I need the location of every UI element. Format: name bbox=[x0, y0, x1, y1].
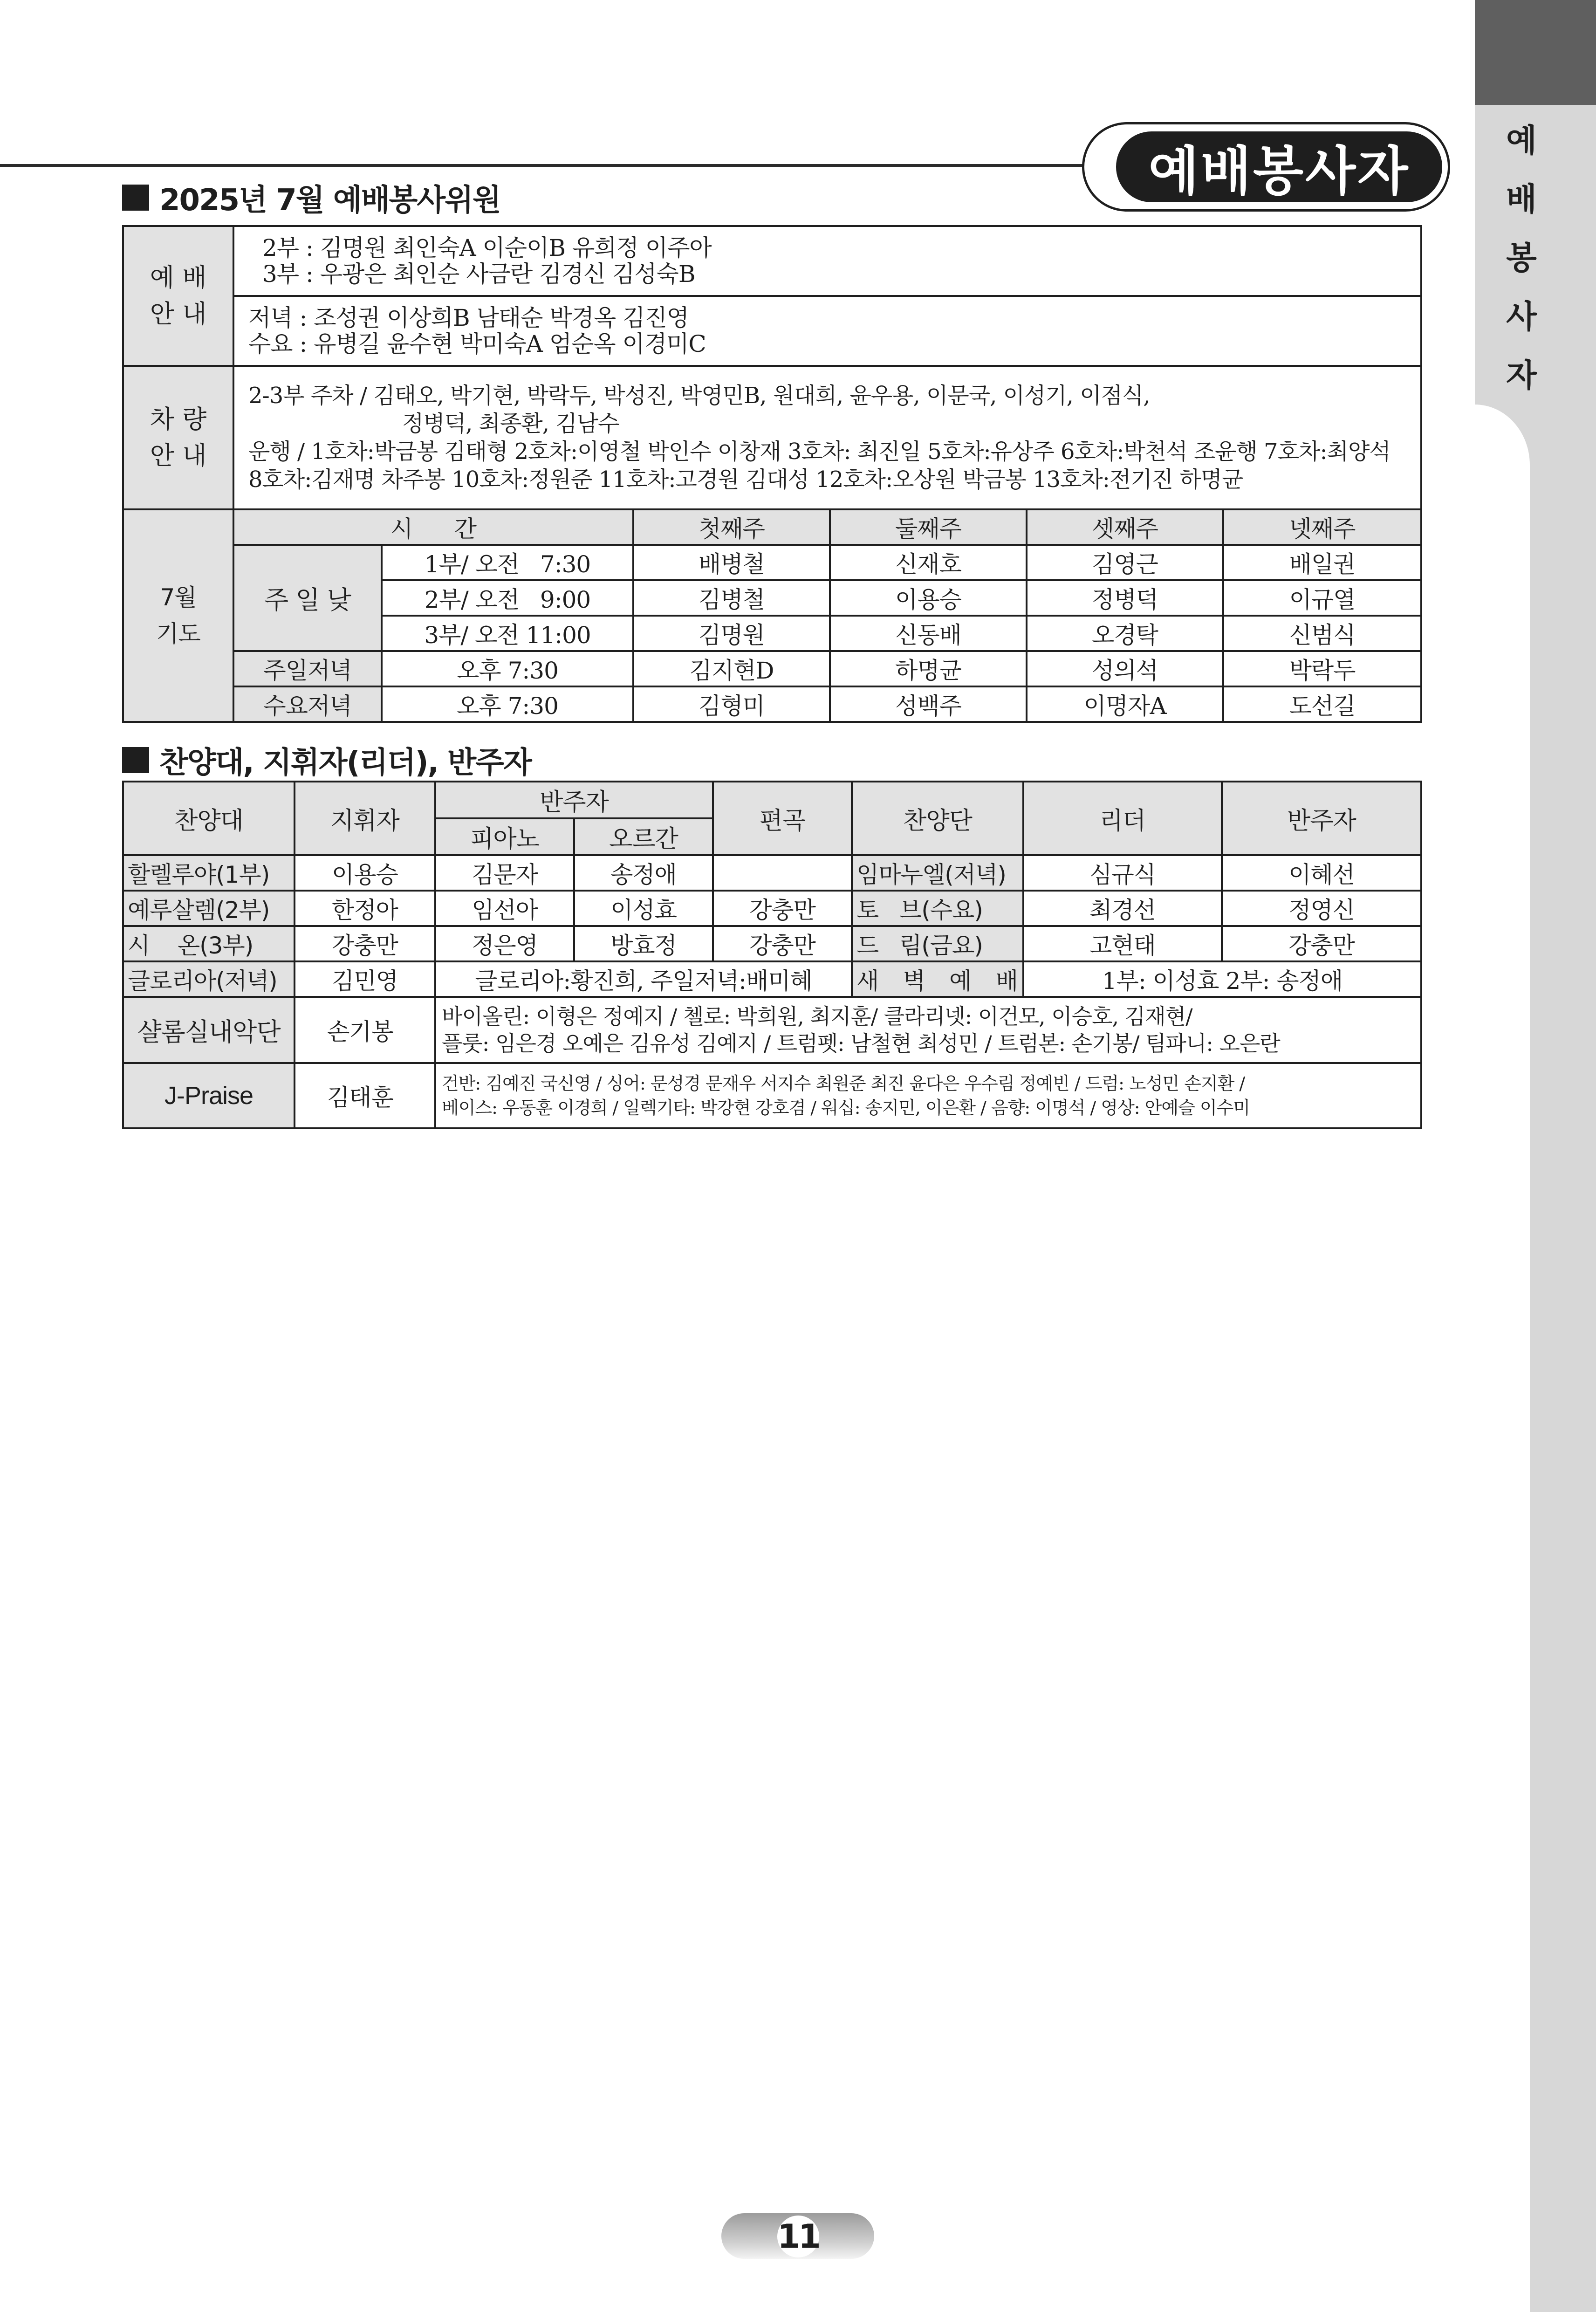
header-accompanist: 반주자 bbox=[435, 782, 713, 818]
prayer-cell: 김형미 bbox=[633, 686, 830, 722]
prayer-row bbox=[123, 545, 1421, 580]
worship-guide-evening: 저녁 : 조성권 이상희B 남태순 박경옥 김진영 수요 : 유병길 윤수현 박미숙A 엄순옥 이경미C bbox=[233, 296, 1421, 366]
organ: 방효정 bbox=[574, 926, 713, 961]
header-accompanist2: 반주자 bbox=[1222, 782, 1421, 855]
prayer-cell: 신재호 bbox=[830, 545, 1027, 580]
jpraise-members: 건반: 김예진 국신영 / 싱어: 문성경 문재우 서지수 최원준 최진 윤다은 우수림 정예빈 / 드럼: 노성민 손지환 / 베이스: 우동훈 이경희 / 일렉기타: 박강현 강호겸 / 워십: 송지민, 이은환 / 음향: 이명석 / 영상: 안예슬 이수미 bbox=[435, 1063, 1421, 1128]
prayer-cell: 신동배 bbox=[830, 616, 1027, 651]
prayer-header-week4: 넷째주 bbox=[1223, 509, 1421, 545]
leader-merged: 1부: 이성효 2부: 송정애 bbox=[1023, 961, 1421, 997]
orchestra-row bbox=[123, 997, 1421, 1063]
header-rule bbox=[0, 164, 1088, 167]
team-accompanist: 정영신 bbox=[1222, 891, 1421, 926]
square-bullet-icon bbox=[122, 185, 149, 211]
praise-team-name: 임마누엘(저녁) bbox=[852, 855, 1023, 891]
team-accompanist: 이혜선 bbox=[1222, 855, 1421, 891]
prayer-time: 3부/ 오전 11:00 bbox=[382, 616, 633, 651]
piano: 김문자 bbox=[435, 855, 574, 891]
worship-volunteers-table bbox=[122, 225, 1422, 723]
prayer-cell: 김병철 bbox=[633, 580, 830, 616]
team-accompanist: 강충만 bbox=[1222, 926, 1421, 961]
jpraise-conductor: 김태훈 bbox=[327, 1063, 435, 1128]
leader: 심규식 bbox=[1023, 855, 1222, 891]
conductor: 이용승 bbox=[295, 855, 435, 891]
prayer-cell: 신범식 bbox=[1223, 616, 1421, 651]
worship-guide-morning: 2부 : 김명원 최인숙A 이순이B 유희정 이주아 3부 : 우광은 최인순 사금란 김경신 김성숙B bbox=[233, 226, 1421, 296]
praise-team-name: 토 브(수요) bbox=[852, 891, 1023, 926]
prayer-cell: 정병덕 bbox=[1027, 580, 1223, 616]
praise-team-name: 새 벽 예 배 bbox=[852, 961, 1023, 997]
prayer-label: 7월 기도 bbox=[123, 509, 233, 722]
section2-title: 찬양대, 지휘자(리더), 반주자 bbox=[159, 746, 531, 780]
jpraise-name: J-Praise bbox=[123, 1063, 295, 1128]
section1-title: 2025년 7월 예배봉사위원 bbox=[159, 183, 500, 218]
prayer-group: 주일저녁 bbox=[233, 651, 382, 686]
orchestra-members: 바이올린: 이형은 정예지 / 첼로: 박희원, 최지훈/ 클라리넷: 이건모, 이승호, 김재현/ 플룻: 임은경 오예은 김유성 김예지 / 트럼펫: 남철현 최성민 / 트럼본: 손기봉/ 팀파니: 오은란 bbox=[435, 997, 1421, 1063]
operation-line: 8호차:김재명 차주봉 10호차:정원준 11호차:고경원 김대성 12호차:오상원 박금봉 13호차:전기진 하명균 bbox=[248, 467, 1243, 493]
arrangement: 강충만 bbox=[713, 926, 852, 961]
prayer-cell: 이규열 bbox=[1223, 580, 1421, 616]
jpraise-row bbox=[123, 1063, 1421, 1128]
title-tab-label: 예배봉사자 bbox=[1148, 141, 1410, 202]
prayer-row bbox=[123, 686, 1421, 722]
arrangement bbox=[713, 855, 852, 891]
organ: 송정애 bbox=[574, 855, 713, 891]
choir-name: 시 온(3부) bbox=[123, 926, 295, 961]
prayer-row bbox=[123, 651, 1421, 686]
header-praise-team: 찬양단 bbox=[852, 782, 1023, 855]
prayer-cell: 성백주 bbox=[830, 686, 1027, 722]
choir-row bbox=[123, 961, 1421, 997]
choir-name: 예루살렘(2부) bbox=[123, 891, 295, 926]
side-tab-char: 배 bbox=[1506, 181, 1537, 218]
prayer-header-time: 시 간 bbox=[233, 509, 633, 545]
piano: 임선아 bbox=[435, 891, 574, 926]
prayer-cell: 배병철 bbox=[633, 545, 830, 580]
header-choir: 찬양대 bbox=[123, 782, 295, 855]
prayer-group-sunday-day: 주 일 낮 bbox=[233, 545, 382, 651]
header-conductor: 지휘자 bbox=[295, 782, 435, 855]
praise-team-name: 드 림(금요) bbox=[852, 926, 1023, 961]
prayer-header-week3: 셋째주 bbox=[1027, 509, 1223, 545]
side-tab-curve bbox=[1475, 405, 1530, 2312]
choir-name: 글로리아(저녁) bbox=[123, 961, 295, 997]
header-leader: 리더 bbox=[1023, 782, 1222, 855]
vehicle-guide-label: 차 량 안 내 bbox=[123, 366, 233, 509]
prayer-cell: 이용승 bbox=[830, 580, 1027, 616]
conductor: 강충만 bbox=[295, 926, 435, 961]
choir-row bbox=[123, 855, 1421, 891]
prayer-cell: 배일권 bbox=[1223, 545, 1421, 580]
leader: 고현태 bbox=[1023, 926, 1222, 961]
prayer-time: 1부/ 오전 7:30 bbox=[382, 545, 633, 580]
side-tab-char: 봉 bbox=[1506, 240, 1537, 277]
orchestra-name: 샬롬실내악단 bbox=[123, 997, 295, 1063]
side-tab-label bbox=[1496, 112, 1547, 405]
title-tab bbox=[1116, 131, 1442, 202]
prayer-group: 수요저녁 bbox=[233, 686, 382, 722]
prayer-time: 2부/ 오전 9:00 bbox=[382, 580, 633, 616]
prayer-cell: 하명균 bbox=[830, 651, 1027, 686]
orchestra-conductor: 손기봉 bbox=[327, 997, 435, 1063]
piano: 정은영 bbox=[435, 926, 574, 961]
header-organ: 오르간 bbox=[574, 818, 713, 855]
section2-heading bbox=[122, 739, 531, 782]
prayer-header-week1: 첫째주 bbox=[633, 509, 830, 545]
prayer-cell: 김명원 bbox=[633, 616, 830, 651]
accompanist-merged: 글로리아:황진희, 주일저녁:배미혜 bbox=[435, 961, 852, 997]
parking-line: 2-3부 주차 / 김태오, 박기현, 박락두, 박성진, 박영민B, 원대희, 윤우용, 이문국, 이성기, 이점식, bbox=[248, 383, 1150, 409]
prayer-cell: 이명자A bbox=[1027, 686, 1223, 722]
prayer-cell: 박락두 bbox=[1223, 651, 1421, 686]
side-tab-top bbox=[1475, 0, 1596, 105]
parking-line: 정병덕, 최종환, 김남수 bbox=[402, 411, 619, 437]
conductor: 김민영 bbox=[295, 961, 435, 997]
choir-name: 할렐루야(1부) bbox=[123, 855, 295, 891]
organ: 이성효 bbox=[574, 891, 713, 926]
header-arrangement: 편곡 bbox=[713, 782, 852, 855]
leader: 최경선 bbox=[1023, 891, 1222, 926]
square-bullet-icon bbox=[122, 747, 149, 773]
side-tab-char: 자 bbox=[1506, 357, 1537, 394]
prayer-time: 오후 7:30 bbox=[382, 686, 633, 722]
conductor: 한정아 bbox=[295, 891, 435, 926]
spacer bbox=[295, 1063, 327, 1128]
prayer-cell: 김지현D bbox=[633, 651, 830, 686]
page-number: 11 bbox=[777, 2216, 819, 2257]
choir-table bbox=[122, 781, 1422, 1129]
prayer-header-week2: 둘째주 bbox=[830, 509, 1027, 545]
header-piano: 피아노 bbox=[435, 818, 574, 855]
choir-row bbox=[123, 926, 1421, 961]
operation-line: 운행 / 1호차:박금봉 김태형 2호차:이영철 박인수 이창재 3호차: 최진일 5호차:유상주 6호차:박천석 조윤행 7호차:최양석 bbox=[248, 439, 1391, 465]
choir-row bbox=[123, 891, 1421, 926]
section1-heading bbox=[122, 176, 500, 219]
side-tab-char: 예 bbox=[1506, 123, 1537, 159]
side-tab-char: 사 bbox=[1506, 299, 1537, 336]
worship-guide-label: 예 배 안 내 bbox=[123, 226, 233, 366]
prayer-time: 오후 7:30 bbox=[382, 651, 633, 686]
prayer-cell: 김영근 bbox=[1027, 545, 1223, 580]
vehicle-guide-content bbox=[233, 366, 1421, 509]
prayer-cell: 도선길 bbox=[1223, 686, 1421, 722]
arrangement: 강충만 bbox=[713, 891, 852, 926]
prayer-cell: 성의석 bbox=[1027, 651, 1223, 686]
spacer bbox=[295, 997, 327, 1063]
prayer-cell: 오경탁 bbox=[1027, 616, 1223, 651]
